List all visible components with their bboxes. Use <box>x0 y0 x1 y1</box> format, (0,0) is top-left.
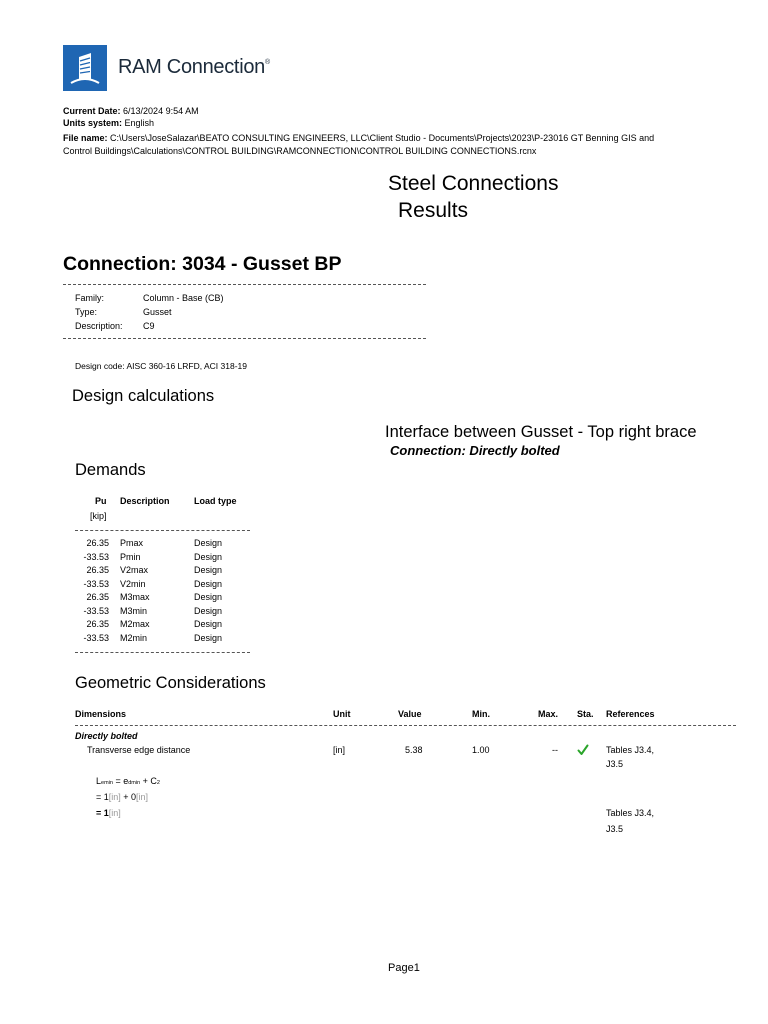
divider <box>75 530 250 531</box>
col-description: Description <box>120 496 170 506</box>
reference-line1: Tables J3.4, <box>606 745 655 755</box>
description-row: Description: C9 <box>75 321 155 331</box>
col-value: Value <box>398 709 422 719</box>
units-system: Units system: English <box>63 118 155 128</box>
interface-title: Interface between Gusset - Top right brace <box>385 423 697 441</box>
divider <box>63 338 426 339</box>
reference-line2: J3.5 <box>606 759 624 769</box>
divider <box>75 725 736 726</box>
type-row: Type: Gusset <box>75 307 172 317</box>
report-title: Steel Connections <box>388 172 559 195</box>
family-row: Family: Column - Base (CB) <box>75 293 224 303</box>
connection-heading: Connection: 3034 - Gusset BP <box>63 253 342 275</box>
col-pu-unit: [kip] <box>90 511 107 521</box>
design-calculations-heading: Design calculations <box>72 387 215 405</box>
formula-reference-line2: J3.5 <box>606 824 624 834</box>
divider <box>75 652 250 653</box>
formula-line1: Lemin = edmin + C2 <box>96 776 160 786</box>
divider <box>63 284 426 285</box>
dimension-min: 1.00 <box>472 745 490 755</box>
report-subtitle: Results <box>398 199 469 222</box>
formula-line2: = 1[in] + 0[in] <box>96 792 149 802</box>
file-name: File name: C:\Users\JoseSalazar\BEATO CONSULTING ENGINEERS, LLC\Client Studio - Documents\Projects\2023\P-23016 GT Benning GIS and <box>63 133 655 143</box>
formula-line3: = 1[in] <box>96 808 121 818</box>
col-max: Max. <box>538 709 559 719</box>
group-label: Directly bolted <box>75 731 138 741</box>
file-name-cont: Control Buildings\Calculations\CONTROL BUILDING\RAMCONNECTION\CONTROL BUILDING CONNECTIONS.rcnx <box>63 146 537 156</box>
col-status: Sta. <box>577 709 594 719</box>
col-unit: Unit <box>333 709 351 719</box>
dimension-unit: [in] <box>333 745 346 755</box>
dimension-name: Transverse edge distance <box>87 745 191 755</box>
ram-logo-icon <box>63 45 107 91</box>
col-references: References <box>606 709 655 719</box>
interface-subtitle: Connection: Directly bolted <box>390 443 560 458</box>
geometric-heading: Geometric Considerations <box>75 674 266 692</box>
design-code: Design code: AISC 360-16 LRFD, ACI 318-19 <box>75 361 247 371</box>
formula-reference-line1: Tables J3.4, <box>606 808 655 818</box>
page-number: Page1 <box>388 962 420 974</box>
current-date: Current Date: 6/13/2024 9:54 AM <box>63 106 199 116</box>
col-min: Min. <box>472 709 490 719</box>
demands-heading: Demands <box>75 461 146 479</box>
col-load-type: Load type <box>194 496 237 506</box>
dimension-max: -- <box>552 745 558 755</box>
check-icon <box>577 743 589 755</box>
registered-mark: ® <box>264 59 270 66</box>
app-name: RAM Connection® <box>118 56 270 78</box>
dimension-value: 5.38 <box>405 745 423 755</box>
col-pu: Pu <box>95 496 107 506</box>
col-dimensions: Dimensions <box>75 709 127 719</box>
